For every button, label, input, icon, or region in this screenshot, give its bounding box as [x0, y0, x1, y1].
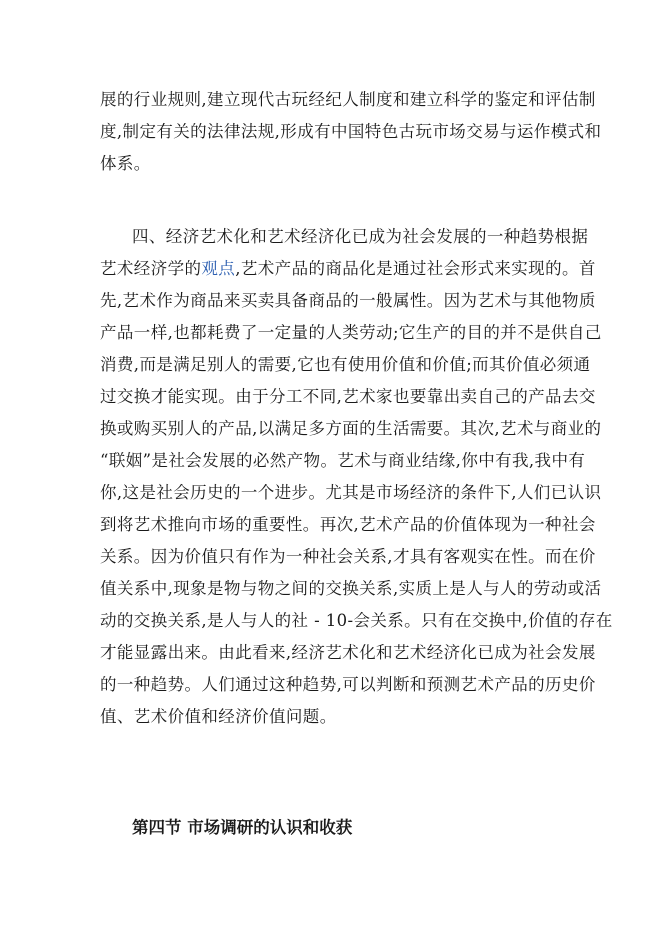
para2-line-2 — [100, 254, 596, 284]
para2-line-2-before: 艺术经济学的 — [100, 259, 202, 278]
para1-line-1: 展的行业规则,建立现代古玩经纪人制度和建立科学的鉴定和评估制 — [100, 90, 596, 109]
para2-line-4: 产品一样,也都耗费了一定量的人类劳动;它生产的目的并不是供自己 — [100, 323, 602, 342]
para2-line-1: 四、经济艺术化和艺术经济化已成为社会发展的一种趋势根据 — [132, 227, 589, 246]
para2-line-16: 值、艺术价值和经济价值问题。 — [100, 707, 337, 726]
section-heading: 第四节 市场调研的认识和收获 — [132, 818, 353, 837]
para1-line-2: 度,制定有关的法律法规,形成有中国特色古玩市场交易与运作模式和 — [100, 122, 602, 141]
para2-line-3: 先,艺术作为商品来买卖具备商品的一般属性。因为艺术与其他物质 — [100, 291, 596, 310]
para2-line-15: 的一种趋势。人们通过这种趋势,可以判断和预测艺术产品的历史价 — [100, 675, 596, 694]
para2-line-9: 你,这是社会历史的一个进步。尤其是市场经济的条件下,人们已认识 — [100, 483, 602, 502]
para2-line-12: 值关系中,现象是物与物之间的交换关系,实质上是人与人的劳动或活 — [100, 579, 602, 598]
para2-line-11: 关系。因为价值只有作为一种社会关系,才具有客观实在性。而在价 — [100, 547, 596, 566]
para2-line-7: 换或购买别人的产品,以满足多方面的生活需要。其次,艺术与商业的 — [100, 419, 602, 438]
para2-line-2-after: ,艺术产品的商品化是通过社会形式来实现的。首 — [235, 259, 596, 278]
para2-line-10: 到将艺术推向市场的重要性。再次,艺术产品的价值体现为一种社会 — [100, 515, 596, 534]
para2-line-8: “联姻”是社会发展的必然产物。艺术与商业结缘,你中有我,我中有 — [100, 451, 586, 470]
para2-line-5: 消费,而是满足别人的需要,它也有使用价值和价值;而其价值必须通 — [100, 355, 591, 374]
viewpoint-link[interactable]: 观点 — [201, 259, 236, 278]
para2-line-14: 才能显露出来。由此看来,经济艺术化和艺术经济化已成为社会发展 — [100, 643, 596, 662]
para2-line-13: 动的交换关系,是人与人的社 - 10-会关系。只有在交换中,价值的存在 — [100, 611, 613, 630]
para2-line-6: 过交换才能实现。由于分工不同,艺术家也要靠出卖自己的产品去交 — [100, 387, 596, 406]
para1-line-3: 体系。 — [100, 154, 151, 173]
